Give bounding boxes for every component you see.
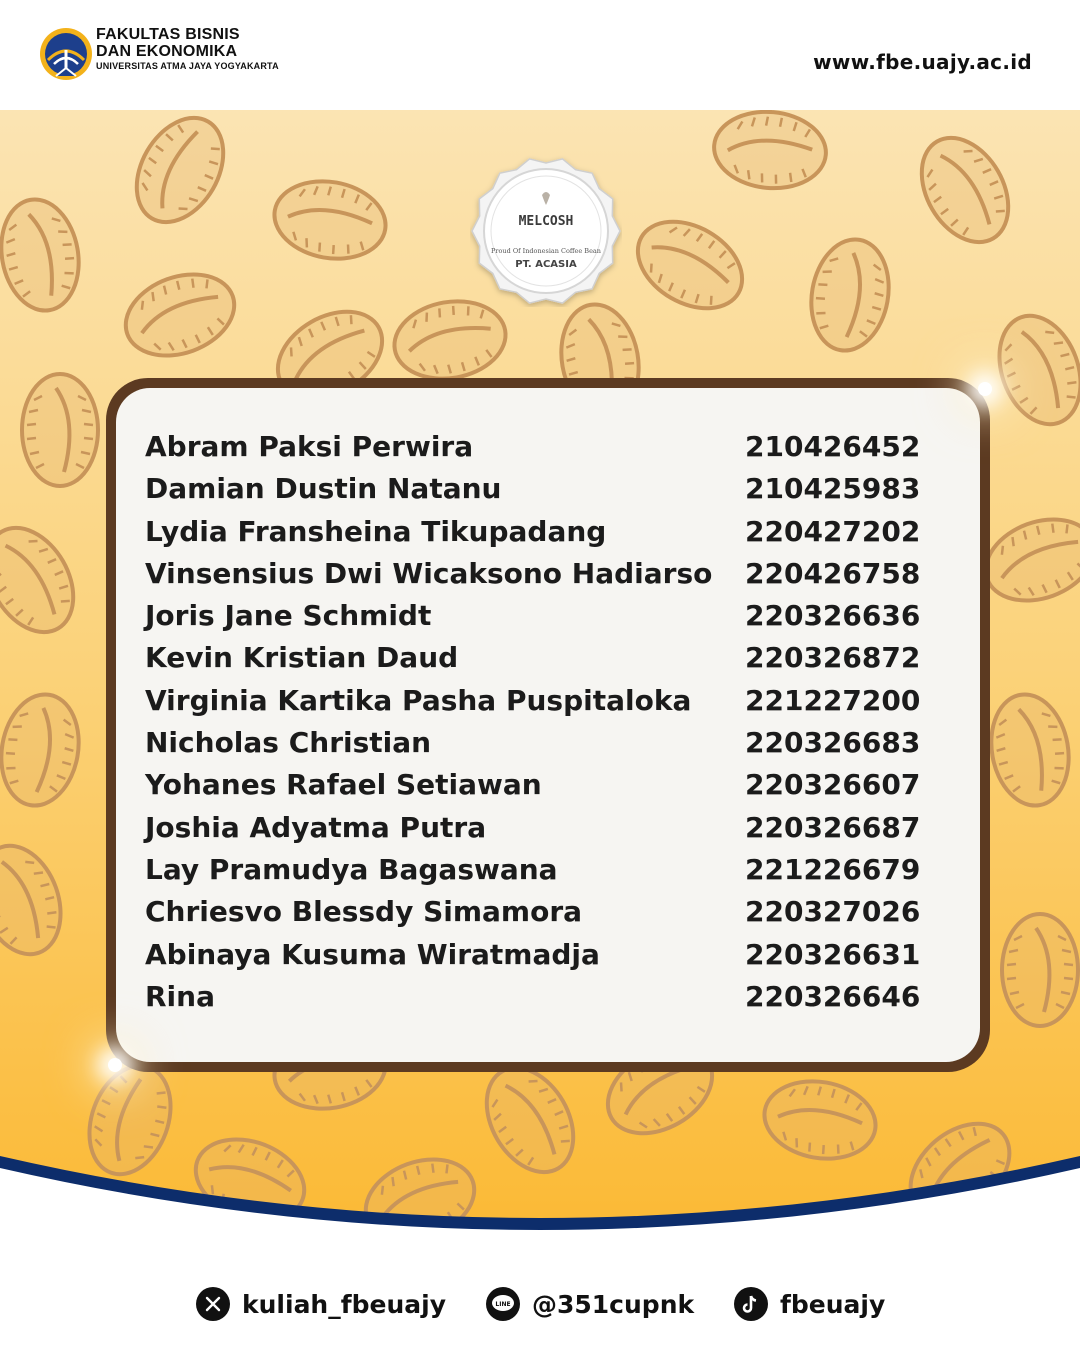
member-name: Lay Pramudya Bagaswana — [145, 852, 558, 886]
badge-brand: MELCOSH — [518, 214, 574, 229]
tiktok-social-link[interactable] — [734, 1286, 885, 1322]
badge-tagline: Proud Of Indonesian Coffee Bean — [491, 247, 601, 255]
member-name: Damian Dustin Natanu — [145, 472, 502, 506]
member-row — [145, 934, 945, 976]
member-list — [145, 426, 945, 1018]
melcosh-badge — [470, 155, 622, 307]
member-id: 221226679 — [745, 852, 921, 886]
sparkle-icon — [108, 1058, 122, 1072]
member-name: Abinaya Kusuma Wiratmadja — [145, 937, 600, 971]
member-id: 220427202 — [745, 514, 921, 548]
member-id: 220326631 — [745, 937, 921, 971]
member-name: Virginia Kartika Pasha Puspitaloka — [145, 683, 692, 717]
member-id: 220326636 — [745, 599, 921, 633]
member-id: 220326646 — [745, 979, 921, 1013]
member-row — [145, 426, 945, 468]
member-name: Lydia Fransheina Tikupadang — [145, 514, 607, 548]
line-social-link[interactable] — [486, 1286, 694, 1322]
member-name: Joris Jane Schmidt — [145, 599, 432, 633]
member-row — [145, 976, 945, 1018]
member-id: 210425983 — [745, 472, 921, 506]
line-icon — [486, 1287, 520, 1321]
member-name: Joshia Adyatma Putra — [145, 810, 487, 844]
website-link[interactable]: www.fbe.uajy.ac.id — [813, 50, 1032, 74]
member-id: 210426452 — [745, 430, 921, 463]
tiktok-icon — [734, 1287, 768, 1321]
member-name: Chriesvo Blessdy Simamora — [145, 895, 583, 929]
member-id: 220326687 — [745, 810, 921, 844]
member-row — [145, 637, 945, 679]
member-name: Yohanes Rafael Setiawan — [145, 768, 542, 802]
faculty-name — [96, 26, 279, 72]
member-id: 220426758 — [745, 556, 921, 590]
x-icon — [196, 1287, 230, 1321]
tiktok-handle: fbeuajy — [780, 1289, 886, 1319]
member-row — [145, 553, 945, 595]
member-row — [145, 807, 945, 849]
member-id: 220326872 — [745, 641, 921, 675]
member-row — [145, 764, 945, 806]
member-row — [145, 595, 945, 637]
member-id: 220326607 — [745, 768, 921, 802]
member-name: Kevin Kristian Daud — [145, 641, 459, 675]
sparkle-icon — [978, 382, 992, 396]
x-handle: kuliah_fbeuajy — [242, 1289, 446, 1319]
member-id: 220326683 — [745, 726, 921, 760]
member-name: Abram Paksi Perwira — [145, 430, 474, 463]
university-name: UNIVERSITAS ATMA JAYA YOGYAKARTA — [96, 61, 279, 71]
member-id: 220327026 — [745, 895, 921, 929]
member-row — [145, 722, 945, 764]
member-name: Nicholas Christian — [145, 726, 432, 760]
badge-company: PT. ACASIA — [515, 259, 577, 270]
member-name: Rina — [145, 979, 215, 1013]
faculty-name-line1: FAKULTAS BISNIS — [96, 26, 240, 43]
faculty-name-line2: DAN EKONOMIKA — [96, 43, 238, 60]
member-id: 221227200 — [745, 683, 921, 717]
member-row — [145, 511, 945, 553]
member-row — [145, 849, 945, 891]
line-icon-text: LINE — [495, 1301, 511, 1308]
header — [0, 0, 1080, 110]
x-social-link[interactable] — [196, 1286, 446, 1322]
member-name: Vinsensius Dwi Wicaksono Hadiarso — [145, 556, 713, 590]
member-row — [145, 680, 945, 722]
member-row — [145, 468, 945, 510]
social-footer — [0, 1270, 1080, 1340]
member-row — [145, 891, 945, 933]
line-handle: @351cupnk — [532, 1289, 695, 1319]
uajy-logo-icon — [36, 24, 96, 84]
